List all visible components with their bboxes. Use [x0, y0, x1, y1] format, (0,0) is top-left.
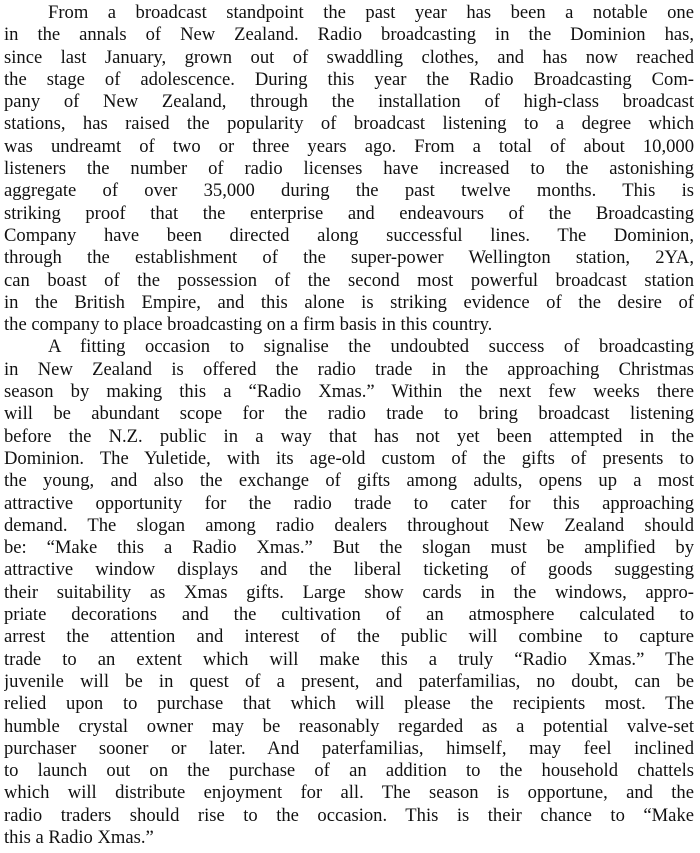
text-line: since last January, grown out of swaddling clothes, and has now reached [4, 46, 694, 68]
text-line: through the establishment of the super-power Wellington station, 2YA, [4, 247, 694, 269]
text-line: arrest the attention and interest of the public will combine to capture [4, 626, 694, 648]
text-line: in the annals of New Zealand. Radio broadcasting in the Dominion has, [4, 24, 694, 46]
text-line: From a broadcast standpoint the past year has been a notable one [48, 2, 694, 23]
text-line: was undreamt of two or three years ago. From a total of about 10,000 [4, 135, 694, 157]
text-line: the young, and also the exchange of gifts among adults, opens up a most [4, 470, 694, 492]
text-line: aggregate of over 35,000 during the past twelve months. This is [4, 180, 694, 202]
text-line: the stage of adolescence. During this year the Radio Broadcasting Com- [4, 68, 694, 90]
text-line: juvenile will be in quest of a present, and paterfamilias, no doubt, can be [4, 670, 694, 692]
text-line: humble crystal owner may be reasonably regarded as a potential valve-set [4, 715, 694, 737]
text-line: attractive opportunity for the radio trade to cater for this approaching [4, 492, 694, 514]
text-line: listeners the number of radio licenses have increased to the astonishing [4, 158, 694, 180]
text-line: in the British Empire, and this alone is striking evidence of the desire of [4, 291, 694, 313]
text-line: which will distribute enjoyment for all. The season is opportune, and the [4, 782, 694, 804]
text-line: A fitting occasion to signalise the undoubted success of broadcasting [48, 336, 694, 358]
text-line: this a Radio Xmas.” [4, 826, 154, 848]
text-line: the company to place broadcasting on a firm basis in this country. [4, 314, 493, 336]
paragraph-radio-xmas [4, 336, 694, 849]
text-line: demand. The slogan among radio dealers throughout New Zealand should [4, 514, 694, 536]
text-line: radio traders should rise to the occasion. This is their chance to “Make [4, 804, 694, 826]
text-line: Company have been directed along successful lines. The Dominion, [4, 224, 694, 246]
text-line: purchaser sooner or later. And paterfamilias, himself, may feel inclined [4, 737, 694, 759]
text-line: Dominion. The Yuletide, with its age-old custom of the gifts of presents to [4, 447, 694, 469]
text-line: stations, has raised the popularity of broadcast listening to a degree which [4, 113, 694, 135]
paragraph-broadcast-year [4, 2, 694, 336]
text-line: in New Zealand is offered the radio trade in the approaching Christmas [4, 358, 694, 380]
text-line: before the N.Z. public in a way that has not yet been attempted in the [4, 425, 694, 447]
text-line: attractive window displays and the liberal ticketing of goods suggesting [4, 559, 694, 581]
text-line: will be abundant scope for the radio trade to bring broadcast listening [4, 403, 694, 425]
text-line: to launch out on the purchase of an addition to the household chattels [4, 760, 694, 782]
text-line: be: “Make this a Radio Xmas.” But the slogan must be amplified by [4, 537, 694, 559]
text-line: priate decorations and the cultivation of an atmosphere calculated to [4, 604, 694, 626]
text-line: their suitability as Xmas gifts. Large show cards in the windows, appro- [4, 581, 694, 603]
text-line: trade to an extent which will make this a truly “Radio Xmas.” The [4, 648, 694, 670]
text-line: pany of New Zealand, through the installation of high-class broadcast [4, 91, 694, 113]
text-line: season by making this a “Radio Xmas.” Within the next few weeks there [4, 381, 694, 403]
text-line: can boast of the possession of the second most powerful broadcast station [4, 269, 694, 291]
text-line: striking proof that the enterprise and endeavours of the Broadcasting [4, 202, 694, 224]
text-line: relied upon to purchase that which will please the recipients most. The [4, 693, 694, 715]
